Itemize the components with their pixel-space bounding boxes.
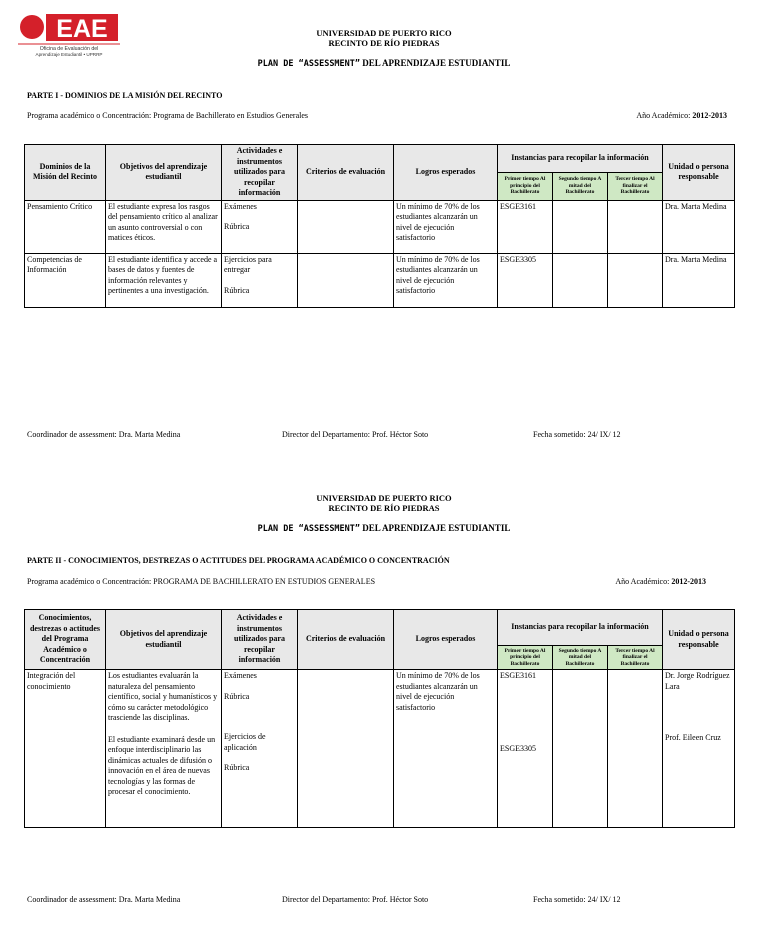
cell-dominio: Pensamiento Crítico	[25, 200, 106, 253]
footer-date: Fecha sometido: 24/ IX/ 12	[533, 430, 621, 439]
actividad-1: Ejercicios para entregar	[224, 254, 272, 274]
cell-tiempo-1	[498, 670, 553, 828]
plan-prefix: PLAN DE “ASSESSMENT”	[257, 524, 361, 534]
plan-title	[0, 523, 768, 534]
academic-year	[636, 111, 727, 120]
header-actividades: Actividades e instrumentos utilizados para recopilar información	[222, 145, 298, 201]
cell-unidad: Dra. Marta Medina	[663, 200, 735, 253]
header-criterios: Criterios de evaluación	[298, 610, 394, 670]
plan-prefix: PLAN DE “ASSESSMENT”	[257, 59, 361, 69]
header-logros: Logros esperados	[394, 610, 498, 670]
cell-logros: Un mínimo de 70% de los estudiantes alcanzarán un nivel de ejecución satisfactorio	[394, 253, 498, 308]
logo-line2: Aprendizaje Estudiantil • UPRRP	[35, 52, 103, 57]
header-instancias: Instancias para recopilar la información	[498, 145, 663, 173]
plan-suffix: DEL APRENDIZAJE ESTUDIANTIL	[360, 523, 511, 533]
header-objetivos: Objetivos del aprendizaje estudiantil	[106, 610, 222, 670]
logo-line1: Oficina de Evaluación del	[39, 46, 99, 52]
cell-tiempo-2	[553, 253, 608, 308]
cell-unidad	[663, 670, 735, 828]
header-objetivos: Objetivos del aprendizaje estudiantil	[106, 145, 222, 201]
cell-tiempo-3	[608, 253, 663, 308]
academic-year-label: Año Académico:	[615, 577, 672, 586]
cell-objetivo: El estudiante expresa los rasgos del pensamiento crítico al analizar un asunto controversial o con matices éticos.	[106, 200, 222, 253]
cell-criterios	[298, 670, 394, 828]
table-row	[25, 670, 735, 828]
cell-criterios	[298, 200, 394, 253]
table-row	[25, 200, 735, 253]
cell-actividades	[222, 200, 298, 253]
cell-objetivo: El estudiante identifica y accede a bases de datos y fuentes de información relevantes y pertinentes a una investigación.	[106, 253, 222, 308]
plan-suffix: DEL APRENDIZAJE ESTUDIANTIL	[360, 58, 511, 68]
header-instancias: Instancias para recopilar la información	[498, 610, 663, 646]
header-tiempo-2: Segundo tiempo A mitad del Bachillerato	[553, 172, 608, 200]
actividad-1: Exámenes	[224, 671, 257, 680]
program-label: Programa académico o Concentración: PROGRAMA DE BACHILLERATO EN ESTUDIOS GENERALES	[27, 577, 376, 586]
header-dominios: Dominios de la Misión del Recinto	[25, 145, 106, 201]
cell-unidad: Dra. Marta Medina	[663, 253, 735, 308]
header-unidad: Unidad o persona responsable	[663, 145, 735, 201]
actividad-1: Exámenes	[224, 201, 257, 211]
cell-actividades	[222, 670, 298, 828]
header-conocimientos: Conocimientos, destrezas o actitudes del Programa Académico o Concentración	[25, 610, 106, 670]
header-logros: Logros esperados	[394, 145, 498, 201]
objetivo-2: El estudiante examinará desde un enfoque interdisciplinario las dinámicas actuales de difusión o innovación en el área de nuevas tecnologías y las formas de procesar el conocimiento.	[108, 734, 216, 796]
plan-title	[0, 58, 768, 69]
unidad-2: Prof. Eileen Cruz	[665, 733, 721, 742]
cell-conocimiento: Integración del conocimiento	[25, 670, 106, 828]
academic-year-value: 2012-2013	[671, 577, 706, 586]
header-tiempo-1: Primer tiempo Al principio del Bachillerato	[498, 172, 553, 200]
logo-text: EAE	[56, 15, 108, 43]
part-title: PARTE II - CONOCIMIENTOS, DESTREZAS O ACTITUDES DEL PROGRAMA ACADÉMICO O CONCENTRACIÓN	[27, 556, 450, 565]
footer-director: Director del Departamento: Prof. Héctor Soto	[282, 895, 429, 904]
actividad-4: Rúbrica	[224, 763, 250, 772]
footer-director: Director del Departamento: Prof. Héctor Soto	[282, 430, 429, 439]
actividad-2: Rúbrica	[224, 691, 250, 701]
academic-year-label: Año Académico:	[636, 111, 693, 120]
header-tiempo-1: Primer tiempo Al principio del Bachillerato	[498, 646, 553, 670]
tiempo-1-b: ESGE3305	[500, 743, 536, 753]
header-tiempo-3: Tercer tiempo Al finalizar el Bachillerato	[608, 646, 663, 670]
academic-year-value: 2012-2013	[692, 111, 727, 120]
assessment-table-part1	[24, 144, 735, 308]
header-tiempo-2: Segundo tiempo A mitad del Bachillerato	[553, 646, 608, 670]
assessment-table-part2	[24, 609, 735, 828]
footer-coordinator: Coordinador de assessment: Dra. Marta Medina	[27, 895, 181, 904]
unidad-1: Dr. Jorge Rodríguez Lara	[665, 671, 730, 691]
cell-actividades	[222, 253, 298, 308]
actividad-3: Ejercicios de aplicación	[224, 732, 266, 752]
tiempo-1-a: ESGE3161	[500, 671, 536, 680]
cell-tiempo-2	[553, 200, 608, 253]
program-label: Programa académico o Concentración: Programa de Bachillerato en Estudios Generales	[27, 111, 309, 120]
cell-tiempo-1: ESGE3305	[498, 253, 553, 308]
cell-tiempo-3	[608, 200, 663, 253]
university-title: UNIVERSIDAD DE PUERTO RICO	[316, 493, 452, 503]
footer-date: Fecha sometido: 24/ IX/ 12	[533, 895, 621, 904]
part-title: PARTE I - DOMINIOS DE LA MISIÓN DEL RECINTO	[27, 91, 223, 100]
header-unidad: Unidad o persona responsable	[663, 610, 735, 670]
cell-logros: Un mínimo de 70% de los estudiantes alcanzarán un nivel de ejecución satisfactorio	[394, 200, 498, 253]
footer-coordinator: Coordinador de assessment: Dra. Marta Medina	[27, 430, 181, 439]
table-row	[25, 253, 735, 308]
actividad-2: Rúbrica	[224, 285, 250, 295]
cell-tiempo-1: ESGE3161	[498, 200, 553, 253]
header-criterios: Criterios de evaluación	[298, 145, 394, 201]
cell-criterios	[298, 253, 394, 308]
campus-title: RECINTO DE RÍO PIEDRAS	[328, 38, 440, 48]
header-actividades: Actividades e instrumentos utilizados para recopilar información	[222, 610, 298, 670]
campus-title: RECINTO DE RÍO PIEDRAS	[328, 503, 440, 513]
cell-tiempo-2	[553, 670, 608, 828]
header-tiempo-3: Tercer tiempo Al finalizar el Bachillerato	[608, 172, 663, 200]
academic-year	[615, 577, 706, 586]
cell-logros: Un mínimo de 70% de los estudiantes alcanzarán un nivel de ejecución satisfactorio	[394, 670, 498, 828]
objetivo-1: Los estudiantes evaluarán la naturaleza del pensamiento científico, social y humanísticos y cómo su carácter metodológico trasciende las disciplinas.	[108, 671, 218, 722]
cell-tiempo-3	[608, 670, 663, 828]
actividad-2: Rúbrica	[224, 222, 250, 231]
cell-objetivos	[106, 670, 222, 828]
university-title: UNIVERSIDAD DE PUERTO RICO	[316, 28, 452, 38]
cell-dominio: Competencias de Información	[25, 253, 106, 308]
